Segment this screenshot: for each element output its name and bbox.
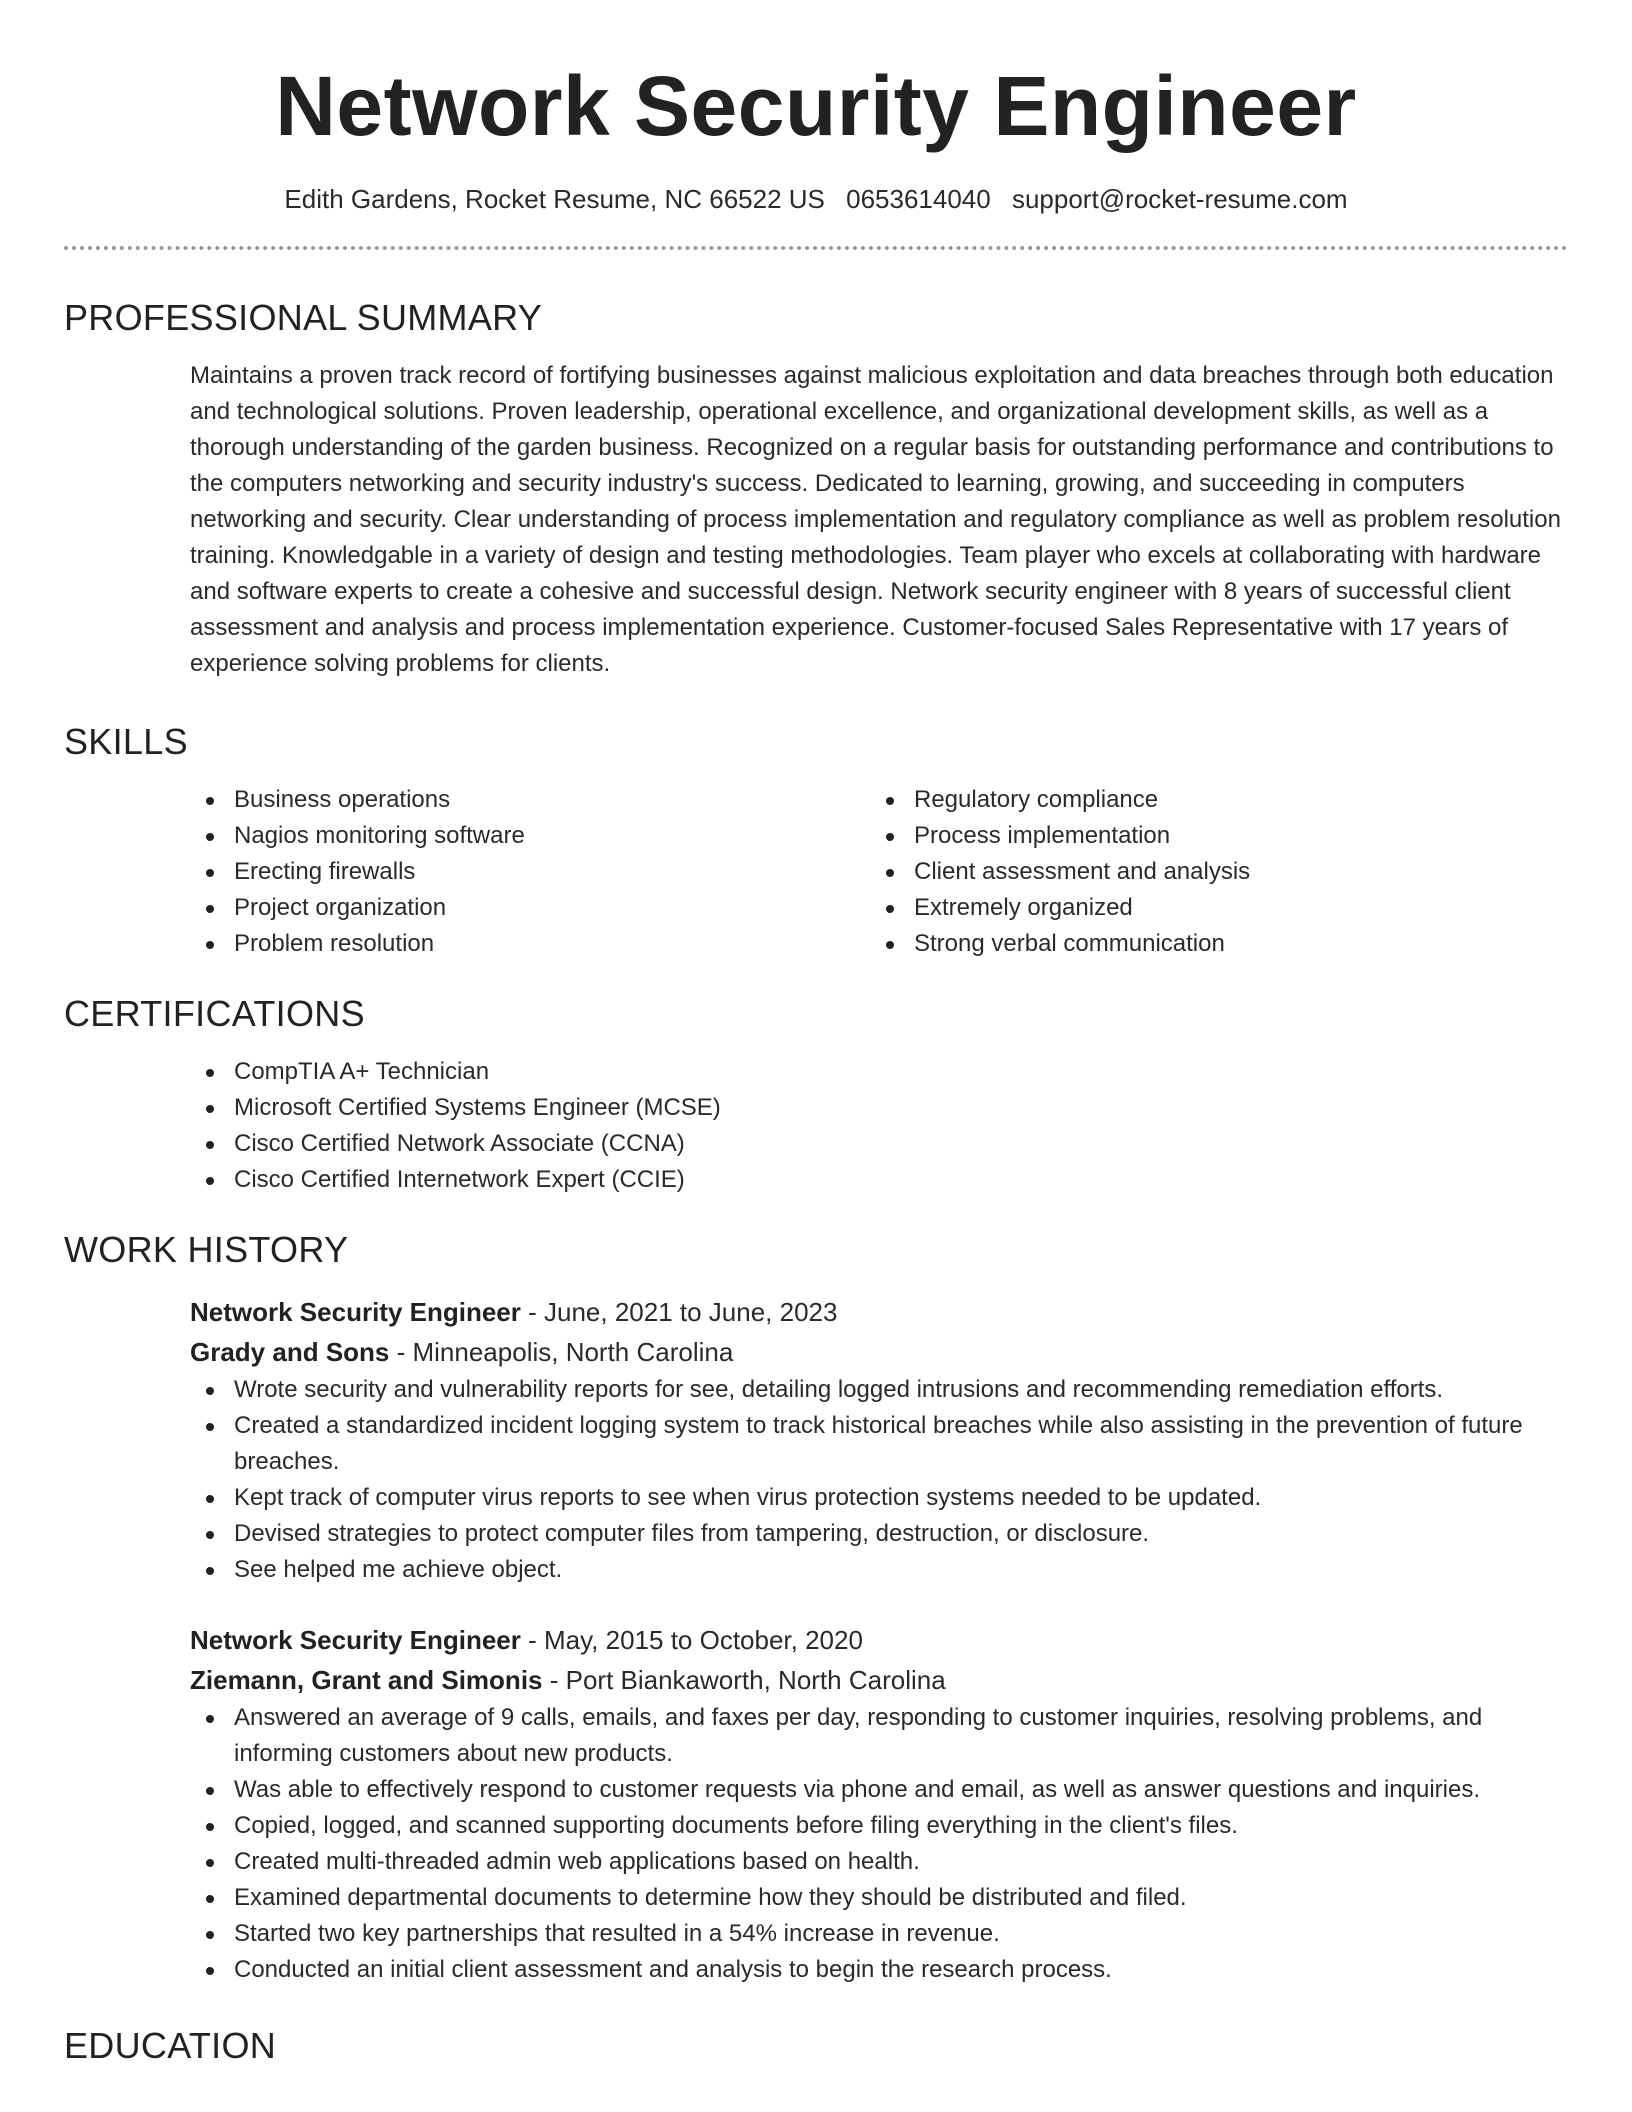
work-history-heading: WORK HISTORY [64, 1229, 349, 1270]
job-duty-item: Devised strategies to protect computer files from tampering, destruction, or disclosure. [190, 1516, 1568, 1552]
skill-item: Erecting firewalls [190, 854, 870, 890]
job-duty-item: Created multi-threaded admin web applications based on health. [190, 1844, 1568, 1880]
skill-item: Business operations [190, 782, 870, 818]
resume-title: Network Security Engineer [275, 59, 1357, 153]
job-company: Ziemann, Grant and Simonis [190, 1665, 543, 1695]
skill-item: Strong verbal communication [870, 926, 1550, 962]
job-company-line [190, 1660, 1568, 1700]
skills-column-left [190, 782, 870, 962]
job-duty-item: Answered an average of 9 calls, emails, and faxes per day, responding to customer inquiries, resolving problems, and informing customers about new products. [190, 1700, 1568, 1772]
contact-phone: 0653614040 [846, 184, 991, 214]
job-duty-item: Examined departmental documents to determine how they should be distributed and filed. [190, 1880, 1568, 1916]
job-location: - Minneapolis, North Carolina [389, 1337, 734, 1367]
skill-item: Client assessment and analysis [870, 854, 1550, 890]
contact-email: support@rocket-resume.com [1011, 184, 1348, 214]
job-duty-item: Conducted an initial client assessment and analysis to begin the research process. [190, 1952, 1568, 1988]
job-title: Network Security Engineer [190, 1297, 521, 1327]
job-dates: - June, 2021 to June, 2023 [520, 1297, 838, 1327]
job-dates: - May, 2015 to October, 2020 [520, 1625, 863, 1655]
certification-item: Microsoft Certified Systems Engineer (MCSE) [190, 1090, 1568, 1126]
job-duty-item: Copied, logged, and scanned supporting documents before filing everything in the client's files. [190, 1808, 1568, 1844]
skill-item: Extremely organized [870, 890, 1550, 926]
job-duties [190, 1700, 1568, 1988]
summary-heading: PROFESSIONAL SUMMARY [64, 297, 543, 338]
header-divider [64, 246, 1568, 250]
skill-item: Nagios monitoring software [190, 818, 870, 854]
skills-column-right [870, 782, 1550, 962]
contact-address: Edith Gardens, Rocket Resume, NC 66522 US [284, 184, 825, 214]
certification-item: Cisco Certified Internetwork Expert (CCIE) [190, 1162, 1568, 1198]
job-duty-item: Kept track of computer virus reports to see when virus protection systems needed to be updated. [190, 1480, 1568, 1516]
skill-item: Project organization [190, 890, 870, 926]
job-duty-item: See helped me achieve object. [190, 1552, 1568, 1588]
certifications-list [190, 1054, 1568, 1198]
job-title-line [190, 1292, 1568, 1332]
job-duty-item: Created a standardized incident logging system to track historical breaches while also assisting in the prevention of future breaches. [190, 1408, 1568, 1480]
certification-item: CompTIA A+ Technician [190, 1054, 1568, 1090]
job-title-line [190, 1620, 1568, 1660]
job-company-line [190, 1332, 1568, 1372]
job-title: Network Security Engineer [190, 1625, 521, 1655]
job-duties [190, 1372, 1568, 1588]
job-location: - Port Biankaworth, North Carolina [542, 1665, 946, 1695]
education-heading: EDUCATION [64, 2025, 277, 2066]
summary-text: Maintains a proven track record of fortifying businesses against malicious exploitation and data breaches through both education and technological solutions. Proven leadership, operational excellence, and organizational development skills, as well as a thorough understanding of the garden business. Recognized on a regular basis for outstanding performance and contributions to the computers networking and security industry's success. Dedicated to learning, growing, and succeeding in computers networking and security. Clear understanding of process implementation and regulatory compliance as well as problem resolution training. Knowledgable in a variety of design and testing methodologies. Team player who excels at collaborating with hardware and software experts to create a cohesive and successful design. Network security engineer with 8 years of successful client assessment and analysis and process implementation experience. Customer-focused Sales Representative with 17 years of experience solving problems for clients. [190, 362, 1561, 677]
skill-item: Problem resolution [190, 926, 870, 962]
job-entry [190, 1292, 1568, 1588]
job-company: Grady and Sons [190, 1337, 390, 1367]
job-duty-item: Was able to effectively respond to customer requests via phone and email, as well as answer questions and inquiries. [190, 1772, 1568, 1808]
skill-item: Regulatory compliance [870, 782, 1550, 818]
contact-line [64, 182, 1568, 216]
job-duty-item: Started two key partnerships that resulted in a 54% increase in revenue. [190, 1916, 1568, 1952]
job-duty-item: Wrote security and vulnerability reports for see, detailing logged intrusions and recommending remediation efforts. [190, 1372, 1568, 1408]
certification-item: Cisco Certified Network Associate (CCNA) [190, 1126, 1568, 1162]
job-entry [190, 1620, 1568, 1988]
skills-list [190, 782, 1568, 962]
certifications-heading: CERTIFICATIONS [64, 993, 365, 1034]
skill-item: Process implementation [870, 818, 1550, 854]
skills-heading: SKILLS [64, 721, 188, 762]
